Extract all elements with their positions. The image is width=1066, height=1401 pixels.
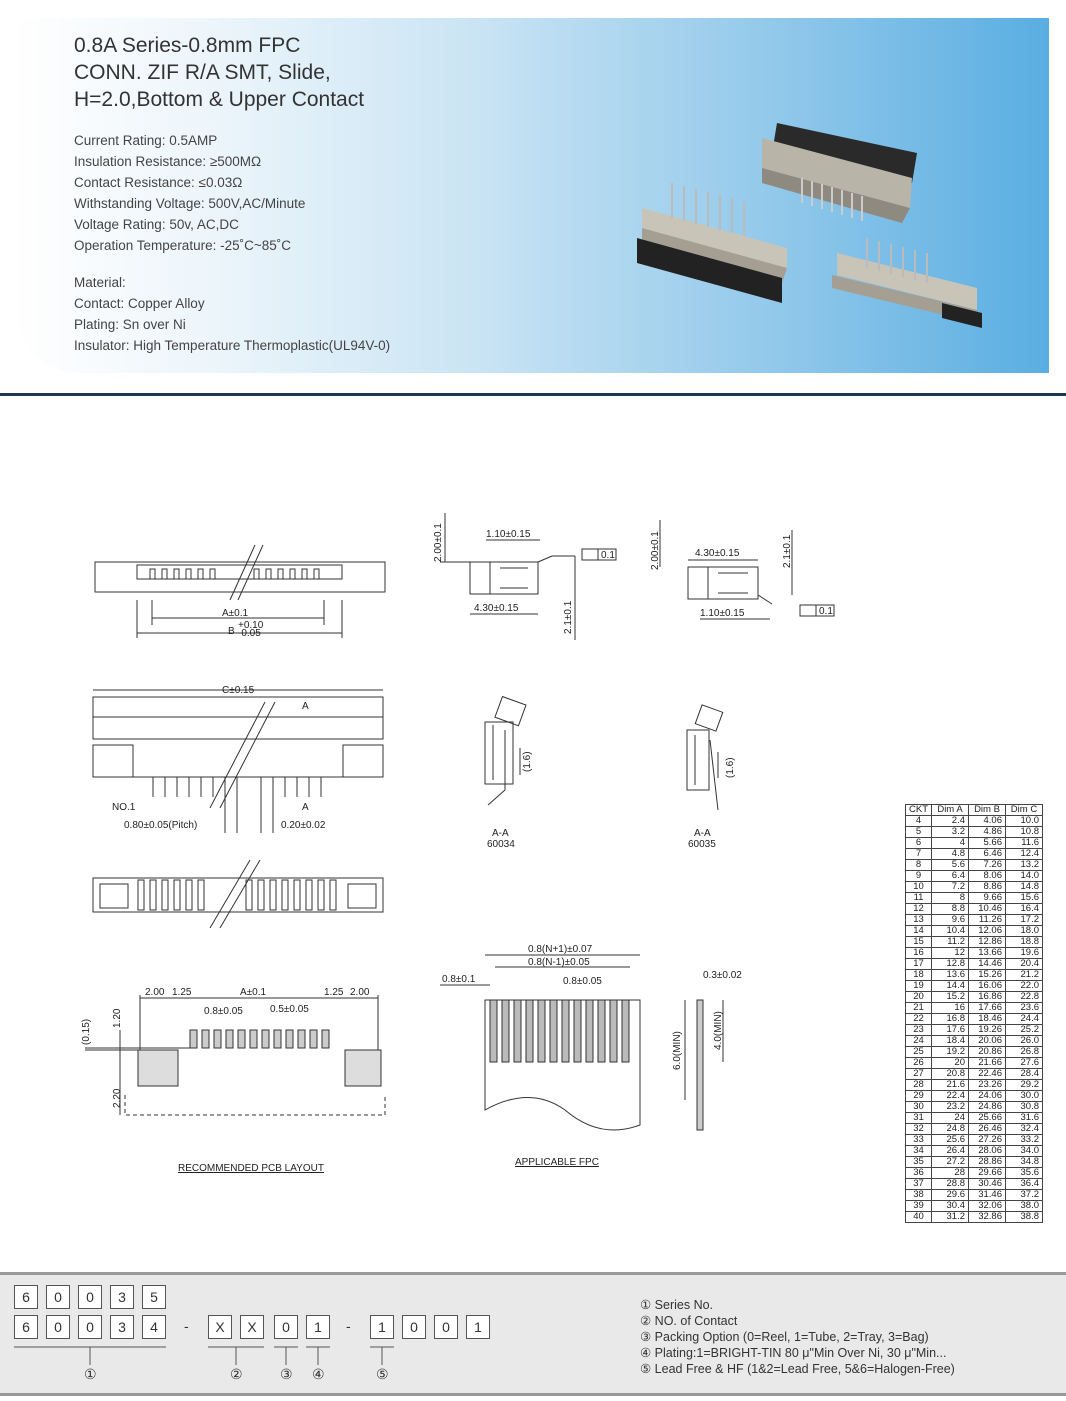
pn-box: 6 [14,1315,38,1339]
table-cell: 24 [932,1113,969,1124]
table-row [906,849,1043,860]
pcb-d5: 2.00 [350,987,370,998]
section-mark-top: A [302,701,309,712]
dim-c-label: C±0.15 [222,685,255,696]
table-header: Dim A [932,805,969,816]
table-cell: 28.06 [969,1146,1006,1157]
table-cell: 26.46 [969,1124,1006,1135]
table-cell: 17.6 [932,1025,969,1036]
table-cell: 20 [932,1058,969,1069]
table-cell: 31.2 [932,1212,969,1223]
table-cell: 18.46 [969,1014,1006,1025]
dim-b-tol-upper: +0.10 [238,620,264,631]
table-cell: 10 [906,882,932,893]
table-cell: 11 [906,893,932,904]
table-cell: 14.46 [969,959,1006,970]
table-cell: 28.86 [969,1157,1006,1168]
table-cell: 16.86 [969,992,1006,1003]
table-row [906,1080,1043,1091]
table-cell: 25.2 [1006,1025,1043,1036]
table-cell: 22.4 [932,1091,969,1102]
table-row [906,1069,1043,1080]
table-cell: 31.46 [969,1190,1006,1201]
table-cell: 28 [932,1168,969,1179]
table-cell: 2.4 [932,816,969,827]
table-cell: 8.06 [969,871,1006,882]
table-cell: 20.8 [932,1069,969,1080]
table-cell: 10.4 [932,926,969,937]
table-cell: 4.8 [932,849,969,860]
pcb-d1: 2.00 [145,987,165,998]
table-cell: 15 [906,937,932,948]
table-cell: 37.2 [1006,1190,1043,1201]
table-cell: 22.46 [969,1069,1006,1080]
table-cell: 20.86 [969,1047,1006,1058]
front-view [93,690,383,833]
table-header: Dim C [1006,805,1043,816]
table-cell: 23.6 [1006,1003,1043,1014]
table-cell: 14.0 [1006,871,1043,882]
table-cell: 15.2 [932,992,969,1003]
table-cell: 21 [906,1003,932,1014]
pn-box: 5 [142,1285,166,1309]
material-heading: Material: [74,275,126,290]
table-cell: 26.4 [932,1146,969,1157]
table-cell: 26.8 [1006,1047,1043,1058]
pn-dash: - [184,1318,189,1334]
table-cell: 6 [906,838,932,849]
table-row [906,816,1043,827]
title-line-2: CONN. ZIF R/A SMT, Slide, [74,61,331,84]
pcb-v2: 1.20 [112,1008,123,1028]
product-title [74,32,364,113]
table-cell: 5 [906,827,932,838]
pn-box: 0 [434,1315,458,1339]
table-cell: 14.8 [1006,882,1043,893]
table-header-row [906,805,1043,816]
table-cell: 4 [906,816,932,827]
legend-item: ③ Packing Option (0=Reel, 1=Tube, 2=Tray, 3=Bag) [640,1330,929,1344]
table-cell: 16 [906,948,932,959]
pcb-d4: 1.25 [324,987,344,998]
table-cell: 16.4 [1006,904,1043,915]
table-cell: 19.6 [1006,948,1043,959]
table-cell: 20.4 [1006,959,1043,970]
table-row [906,1190,1043,1201]
table-cell: 19.2 [932,1047,969,1058]
table-cell: 4.86 [969,827,1006,838]
pcb-pad-width: 0.5±0.05 [270,1004,309,1015]
pitch-label: 0.80±0.05(Pitch) [124,820,198,831]
section-divider [0,393,1066,396]
table-cell: 34 [906,1146,932,1157]
table-cell: 11.2 [932,937,969,948]
table-row [906,1135,1043,1146]
table-cell: 38.0 [1006,1201,1043,1212]
table-row [906,1058,1043,1069]
pn-bracket-lines [0,1275,520,1393]
table-cell: 14 [906,926,932,937]
table-cell: 29 [906,1091,932,1102]
table-cell: 20 [906,992,932,1003]
table-cell: 29.6 [932,1190,969,1201]
table-cell: 22.8 [1006,992,1043,1003]
part-number-legend [640,1297,955,1377]
pcb-d2: 1.25 [172,987,192,998]
table-cell: 24.86 [969,1102,1006,1113]
table-cell: 8.8 [932,904,969,915]
table-cell: 28 [906,1080,932,1091]
table-cell: 30.46 [969,1179,1006,1190]
section2-label: A-A [694,828,711,839]
table-cell: 23.2 [932,1102,969,1113]
table-cell: 38.8 [1006,1212,1043,1223]
table-cell: 18.4 [932,1036,969,1047]
legend-item: ④ Plating:1=BRIGHT-TIN 80 μ"Min Over Ni, 30 μ"Min... [640,1346,947,1360]
material-contact: Contact: Copper Alloy [74,296,205,311]
table-cell: 7.26 [969,860,1006,871]
dim-b-label: B [228,626,235,637]
fpc-w2: 0.8(N-1)±0.05 [528,957,590,968]
table-cell: 10.0 [1006,816,1043,827]
table-cell: 35 [906,1157,932,1168]
table-cell: 24.4 [1006,1014,1043,1025]
fpc-thickness: 0.3±0.02 [703,970,742,981]
table-cell: 18.0 [1006,926,1043,937]
marker-2: ② [230,1367,243,1383]
spec-insulation: Insulation Resistance: ≥500MΩ [74,154,262,169]
table-row [906,926,1043,937]
table-cell: 5.66 [969,838,1006,849]
marker-3: ③ [280,1367,293,1383]
table-row [906,1091,1043,1102]
table-cell: 9.66 [969,893,1006,904]
table-cell: 24.8 [932,1124,969,1135]
table-row [906,860,1043,871]
table-cell: 16.06 [969,981,1006,992]
table-cell: 17.66 [969,1003,1006,1014]
table-cell: 32.86 [969,1212,1006,1223]
table-cell: 9 [906,871,932,882]
section2-dim: (1.6) [725,757,736,778]
spec-temperature: Operation Temperature: -25˚C~85˚C [74,238,291,253]
pcb-layout-title: RECOMMENDED PCB LAYOUT [178,1163,324,1174]
pcb-pad-pitch: 0.8±0.05 [204,1006,243,1017]
side2-lead: 2.1±0.1 [782,534,793,568]
table-row [906,1014,1043,1025]
table-cell: 28.8 [932,1179,969,1190]
marker-5: ⑤ [376,1367,389,1383]
table-cell: 25 [906,1047,932,1058]
pn-box: 1 [306,1315,330,1339]
table-cell: 6.46 [969,849,1006,860]
spec-contact-resistance: Contact Resistance: ≤0.03Ω [74,175,243,190]
table-cell: 34.0 [1006,1146,1043,1157]
table-cell: 19.26 [969,1025,1006,1036]
table-row [906,970,1043,981]
table-cell: 16.8 [932,1014,969,1025]
table-cell: 21.2 [1006,970,1043,981]
side2-coplanarity: 0.1 [819,606,833,617]
table-row [906,827,1043,838]
table-header: CKT [906,805,932,816]
table-row [906,893,1043,904]
table-cell: 6.4 [932,871,969,882]
table-cell: 32.4 [1006,1124,1043,1135]
table-cell: 24 [906,1036,932,1047]
table-row [906,1168,1043,1179]
table-row [906,1113,1043,1124]
table-row [906,1201,1043,1212]
part-number-section [0,1272,1066,1396]
section-mark-bottom: A [302,802,309,813]
pn-box: 0 [78,1315,102,1339]
table-row [906,871,1043,882]
spec-withstanding: Withstanding Voltage: 500V,AC/Minute [74,196,306,211]
table-row [906,1179,1043,1190]
pn-box: 3 [110,1285,134,1309]
table-cell: 12.8 [932,959,969,970]
section-view-1 [485,697,526,805]
table-cell: 35.6 [1006,1168,1043,1179]
table-cell: 27.2 [932,1157,969,1168]
table-cell: 19 [906,981,932,992]
section1-dim: (1.6) [522,751,533,772]
table-cell: 12.4 [1006,849,1043,860]
pn-box: 0 [402,1315,426,1339]
table-cell: 7.2 [932,882,969,893]
pn-box: X [208,1315,232,1339]
spec-list [74,130,305,256]
table-row [906,1157,1043,1168]
table-cell: 27 [906,1069,932,1080]
table-cell: 3.2 [932,827,969,838]
pn-box: 0 [78,1285,102,1309]
table-cell: 9.6 [932,915,969,926]
table-cell: 12.86 [969,937,1006,948]
section1-label: A-A [492,828,509,839]
table-cell: 12 [932,948,969,959]
table-row [906,948,1043,959]
dimension-table [905,804,1043,1223]
table-cell: 4 [932,838,969,849]
table-cell: 22.0 [1006,981,1043,992]
table-cell: 7 [906,849,932,860]
table-row [906,838,1043,849]
table-row [906,915,1043,926]
table-cell: 13.66 [969,948,1006,959]
table-row [906,1146,1043,1157]
table-cell: 34.8 [1006,1157,1043,1168]
table-cell: 13 [906,915,932,926]
fpc-w1: 0.8(N+1)±0.07 [528,944,593,955]
table-cell: 31 [906,1113,932,1124]
table-cell: 29.66 [969,1168,1006,1179]
table-cell: 36.4 [1006,1179,1043,1190]
table-row [906,959,1043,970]
title-line-3: H=2.0,Bottom & Upper Contact [74,88,365,111]
side2-height: 2.00±0.1 [650,531,661,570]
table-cell: 40 [906,1212,932,1223]
material-insulator: Insulator: High Temperature Thermoplastic(UL94V-0) [74,338,391,353]
fpc-pitch: 0.8±0.05 [563,976,602,987]
pcb-v3: 2.20 [112,1088,123,1108]
table-cell: 5.6 [932,860,969,871]
fpc-len1: 6.0(MIN) [672,1031,683,1070]
legend-item: ① Series No. [640,1298,714,1312]
header-banner [12,18,1049,373]
table-cell: 15.6 [1006,893,1043,904]
table-cell: 18 [906,970,932,981]
table-cell: 30.8 [1006,1102,1043,1113]
table-row [906,1124,1043,1135]
pn-box: 6 [14,1285,38,1309]
table-row [906,1025,1043,1036]
side1-lead: 2.1±0.1 [563,600,574,634]
table-cell: 25.6 [932,1135,969,1146]
table-cell: 11.6 [1006,838,1043,849]
table-cell: 39 [906,1201,932,1212]
table-row [906,981,1043,992]
table-cell: 32.06 [969,1201,1006,1212]
pn-box: X [240,1315,264,1339]
table-cell: 36 [906,1168,932,1179]
connector-photo-3 [832,238,982,328]
side1-height: 2.00±0.1 [433,523,444,562]
table-cell: 22 [906,1014,932,1025]
table-cell: 24.06 [969,1091,1006,1102]
table-row [906,1102,1043,1113]
table-row [906,1047,1043,1058]
side1-depth: 4.30±0.15 [474,603,519,614]
spec-voltage: Voltage Rating: 50v, AC,DC [74,217,239,232]
legend-item: ② NO. of Contact [640,1314,738,1328]
table-cell: 10.46 [969,904,1006,915]
table-cell: 18.8 [1006,937,1043,948]
table-cell: 37 [906,1179,932,1190]
table-cell: 26.0 [1006,1036,1043,1047]
table-cell: 27.26 [969,1135,1006,1146]
connector-photo-1 [762,123,917,223]
table-cell: 38 [906,1190,932,1201]
table-cell: 13.6 [932,970,969,981]
side-view-2 [660,520,834,619]
table-cell: 8 [932,893,969,904]
table-cell: 23 [906,1025,932,1036]
section2-part: 60035 [688,839,716,850]
section1-part: 60034 [487,839,515,850]
table-cell: 21.66 [969,1058,1006,1069]
table-cell: 13.2 [1006,860,1043,871]
table-cell: 10.8 [1006,827,1043,838]
table-cell: 30 [906,1102,932,1113]
table-cell: 26 [906,1058,932,1069]
material-list [74,272,390,356]
table-cell: 25.66 [969,1113,1006,1124]
connector-photo-2 [637,183,787,303]
pin-width-label: 0.20±0.02 [281,820,326,831]
table-cell: 31.6 [1006,1113,1043,1124]
spec-current: Current Rating: 0.5AMP [74,133,218,148]
pcb-v1: (0.15) [81,1018,92,1045]
material-plating: Plating: Sn over Ni [74,317,186,332]
table-cell: 17 [906,959,932,970]
table-cell: 33.2 [1006,1135,1043,1146]
pn-box: 0 [274,1315,298,1339]
side1-coplanarity: 0.1 [601,550,615,561]
fpc-title: APPLICABLE FPC [515,1157,599,1168]
section-view-2 [687,705,723,810]
table-row [906,882,1043,893]
table-cell: 16 [932,1003,969,1014]
pn-box: 0 [46,1315,70,1339]
pn-box: 1 [466,1315,490,1339]
table-cell: 27.6 [1006,1058,1043,1069]
table-row [906,904,1043,915]
table-row [906,937,1043,948]
pn-box: 0 [46,1285,70,1309]
table-cell: 30.0 [1006,1091,1043,1102]
legend-item: ⑤ Lead Free & HF (1&2=Lead Free, 5&6=Halogen-Free) [640,1362,955,1376]
table-cell: 17.2 [1006,915,1043,926]
table-cell: 20.06 [969,1036,1006,1047]
table-cell: 29.2 [1006,1080,1043,1091]
side2-depth: 4.30±0.15 [695,548,740,559]
table-cell: 12.06 [969,926,1006,937]
table-row [906,1212,1043,1223]
table-row [906,1036,1043,1047]
table-cell: 8.86 [969,882,1006,893]
side1-offset: 1.10±0.15 [486,529,531,540]
table-cell: 21.6 [932,1080,969,1091]
pcb-d3: A±0.1 [240,987,267,998]
fpc-len2: 4.0(MIN) [713,1011,724,1050]
pn-box: 4 [142,1315,166,1339]
pn-dash: - [346,1318,351,1334]
table-cell: 14.4 [932,981,969,992]
table-cell: 28.4 [1006,1069,1043,1080]
table-cell: 33 [906,1135,932,1146]
table-cell: 12 [906,904,932,915]
table-cell: 4.06 [969,816,1006,827]
table-cell: 15.26 [969,970,1006,981]
title-line-1: 0.8A Series-0.8mm FPC [74,34,301,57]
marker-1: ① [84,1367,97,1383]
fpc-edge: 0.8±0.1 [442,974,476,985]
table-cell: 30.4 [932,1201,969,1212]
table-cell: 8 [906,860,932,871]
table-header: Dim B [969,805,1006,816]
pn-box: 1 [370,1315,394,1339]
side2-offset: 1.10±0.15 [700,608,745,619]
table-cell: 23.26 [969,1080,1006,1091]
table-row [906,1003,1043,1014]
table-cell: 32 [906,1124,932,1135]
marker-4: ④ [312,1367,325,1383]
connector-photo [612,78,1032,338]
dim-b-tol-lower: -0.05 [238,628,261,639]
table-cell: 11.26 [969,915,1006,926]
dim-a-label: A±0.1 [222,608,249,619]
table-row [906,992,1043,1003]
no1-label: NO.1 [112,802,136,813]
bottom-view [93,860,383,928]
pn-box: 3 [110,1315,134,1339]
